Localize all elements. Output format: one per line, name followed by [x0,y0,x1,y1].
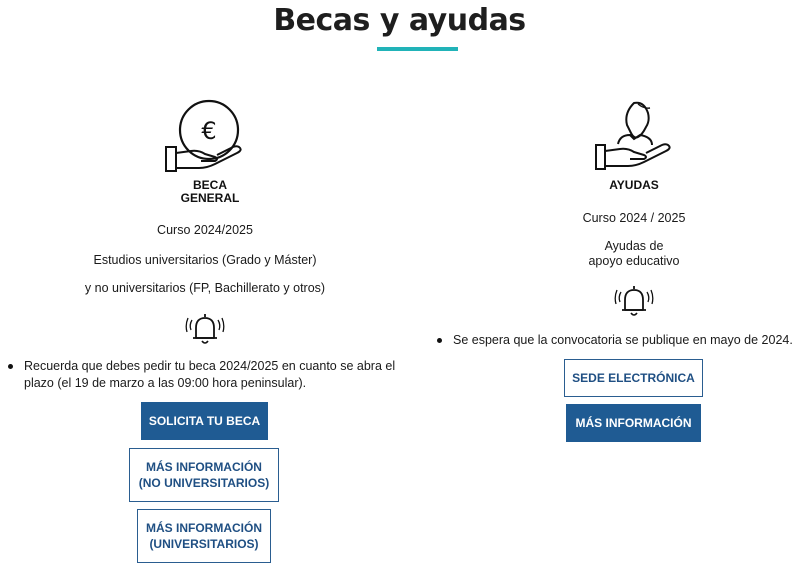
person-hand-icon [594,97,674,175]
bell-icon [185,308,225,348]
euro-hand-icon [163,98,245,176]
mas-informacion-no-universitarios-button[interactable] [129,448,279,502]
bullet-dot [8,364,13,369]
beca-general-heading [150,179,270,205]
svg-text:€: € [201,117,217,145]
beca-general-bullet-line1: Recuerda que debes pedir tu beca 2024/2025 en cuanto se abra el [24,359,396,373]
ayudas-desc-line2: apoyo educativo [588,254,680,268]
ayudas-heading: AYUDAS [609,178,659,192]
mas-informacion-ayudas-button[interactable]: MÁS INFORMACIÓN [566,404,701,442]
button-label-line1: MÁS INFORMACIÓN [146,521,262,535]
beca-general-studies-line1: Estudios universitarios (Grado y Máster) [93,253,317,267]
bell-icon [614,280,654,320]
title-underline [377,47,458,51]
button-label-line1: MÁS INFORMACIÓN [145,460,262,474]
button-label-line2: (NO UNIVERSITARIOS) [138,476,270,490]
ayudas-course: Curso 2024 / 2025 [582,211,686,225]
button-label-line2: (UNIVERSITARIOS) [149,537,259,551]
beca-general-course: Curso 2024/2025 [157,223,253,237]
beca-general-heading-line1: BECA [192,178,227,192]
beca-general-bullet [8,358,413,392]
page-title: Becas y ayudas [273,3,526,38]
beca-general-bullet-line2: plazo (el 19 de marzo a las 09:00 hora peninsular). [24,376,307,390]
mas-informacion-universitarios-button[interactable] [137,509,271,563]
solicita-beca-button[interactable]: SOLICITA TU BECA [141,402,268,440]
ayudas-desc-line1: Ayudas de [604,239,664,253]
sede-electronica-button[interactable]: SEDE ELECTRÓNICA [564,359,703,397]
ayudas-bullet [437,332,799,349]
beca-general-heading-line2: GENERAL [180,191,240,205]
beca-general-studies-line2: y no universitarios (FP, Bachillerato y otros) [84,281,326,295]
bullet-dot [437,338,442,343]
ayudas-bullet-text: Se espera que la convocatoria se publique en mayo de 2024. [453,333,793,347]
